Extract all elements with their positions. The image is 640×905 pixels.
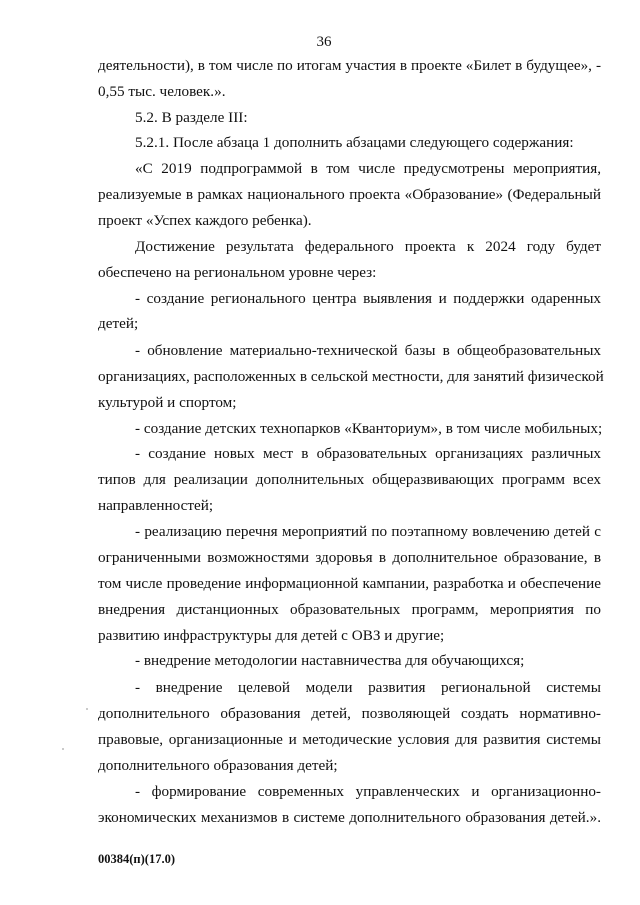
text-line-29: - формирование современных управленческих и организационно- (135, 783, 601, 800)
text-line-21: том числе проведение информационной кампании, разработка и обеспечение (98, 575, 601, 592)
text-line-26: дополнительного образования детей, позволяющей создать нормативно- (98, 705, 601, 722)
text-line-15: - создание детских технопарков «Кванториум», в том числе мобильных; (135, 420, 603, 437)
text-line-4: 5.2.1. После абзаца 1 дополнить абзацами следующего содержания: (135, 134, 574, 151)
text-line-13: организациях, расположенных в сельской местности, для занятий физической (98, 368, 604, 385)
text-line-10: - создание регионального центра выявления и поддержки одаренных (135, 290, 601, 307)
text-line-18: направленностей; (98, 497, 214, 514)
page-number: 36 (316, 34, 332, 50)
scan-speck (62, 748, 64, 750)
text-line-5: «С 2019 подпрограммой в том числе предусмотрены мероприятия, (135, 160, 601, 177)
text-line-2: 0,55 тыс. человек.». (98, 83, 226, 100)
text-line-19: - реализацию перечня мероприятий по поэтапному вовлечению детей с (135, 523, 601, 540)
text-line-28: дополнительного образования детей; (98, 757, 338, 774)
text-line-22: внедрения дистанционных образовательных программ, мероприятия по (98, 601, 601, 618)
text-line-23: развитию инфраструктуры для детей с ОВЗ и другие; (98, 627, 445, 644)
text-line-11: детей; (98, 315, 139, 332)
text-line-8: Достижение результата федерального проекта к 2024 году будет (135, 238, 601, 255)
text-line-24: - внедрение методологии наставничества для обучающихся; (135, 652, 525, 669)
scan-speck (86, 708, 88, 710)
text-line-7: проект «Успех каждого ребенка). (98, 212, 312, 229)
text-line-17: типов для реализации дополнительных общеразвивающих программ всех (98, 471, 601, 488)
text-line-12: - обновление материально-технической базы в общеобразовательных (135, 342, 601, 359)
text-line-25: - внедрение целевой модели развития региональной системы (135, 679, 601, 696)
text-line-27: правовые, организационные и методические условия для развития системы (98, 731, 601, 748)
document-code: 00384(п)(17.0) (98, 852, 175, 866)
text-line-20: ограниченными возможностями здоровья в дополнительное образование, в (98, 549, 601, 566)
text-line-9: обеспечено на региональном уровне через: (98, 264, 377, 281)
text-line-30: экономических механизмов в системе дополнительного образования детей.». (98, 809, 601, 826)
text-line-14: культурой и спортом; (98, 394, 237, 411)
text-line-6: реализуемые в рамках национального проекта «Образование» (Федеральный (98, 186, 601, 203)
text-line-16: - создание новых мест в образовательных организациях различных (135, 445, 601, 462)
text-line-1: деятельности), в том числе по итогам участия в проекте «Билет в будущее», - (98, 57, 601, 74)
text-line-3: 5.2. В разделе III: (135, 109, 248, 126)
